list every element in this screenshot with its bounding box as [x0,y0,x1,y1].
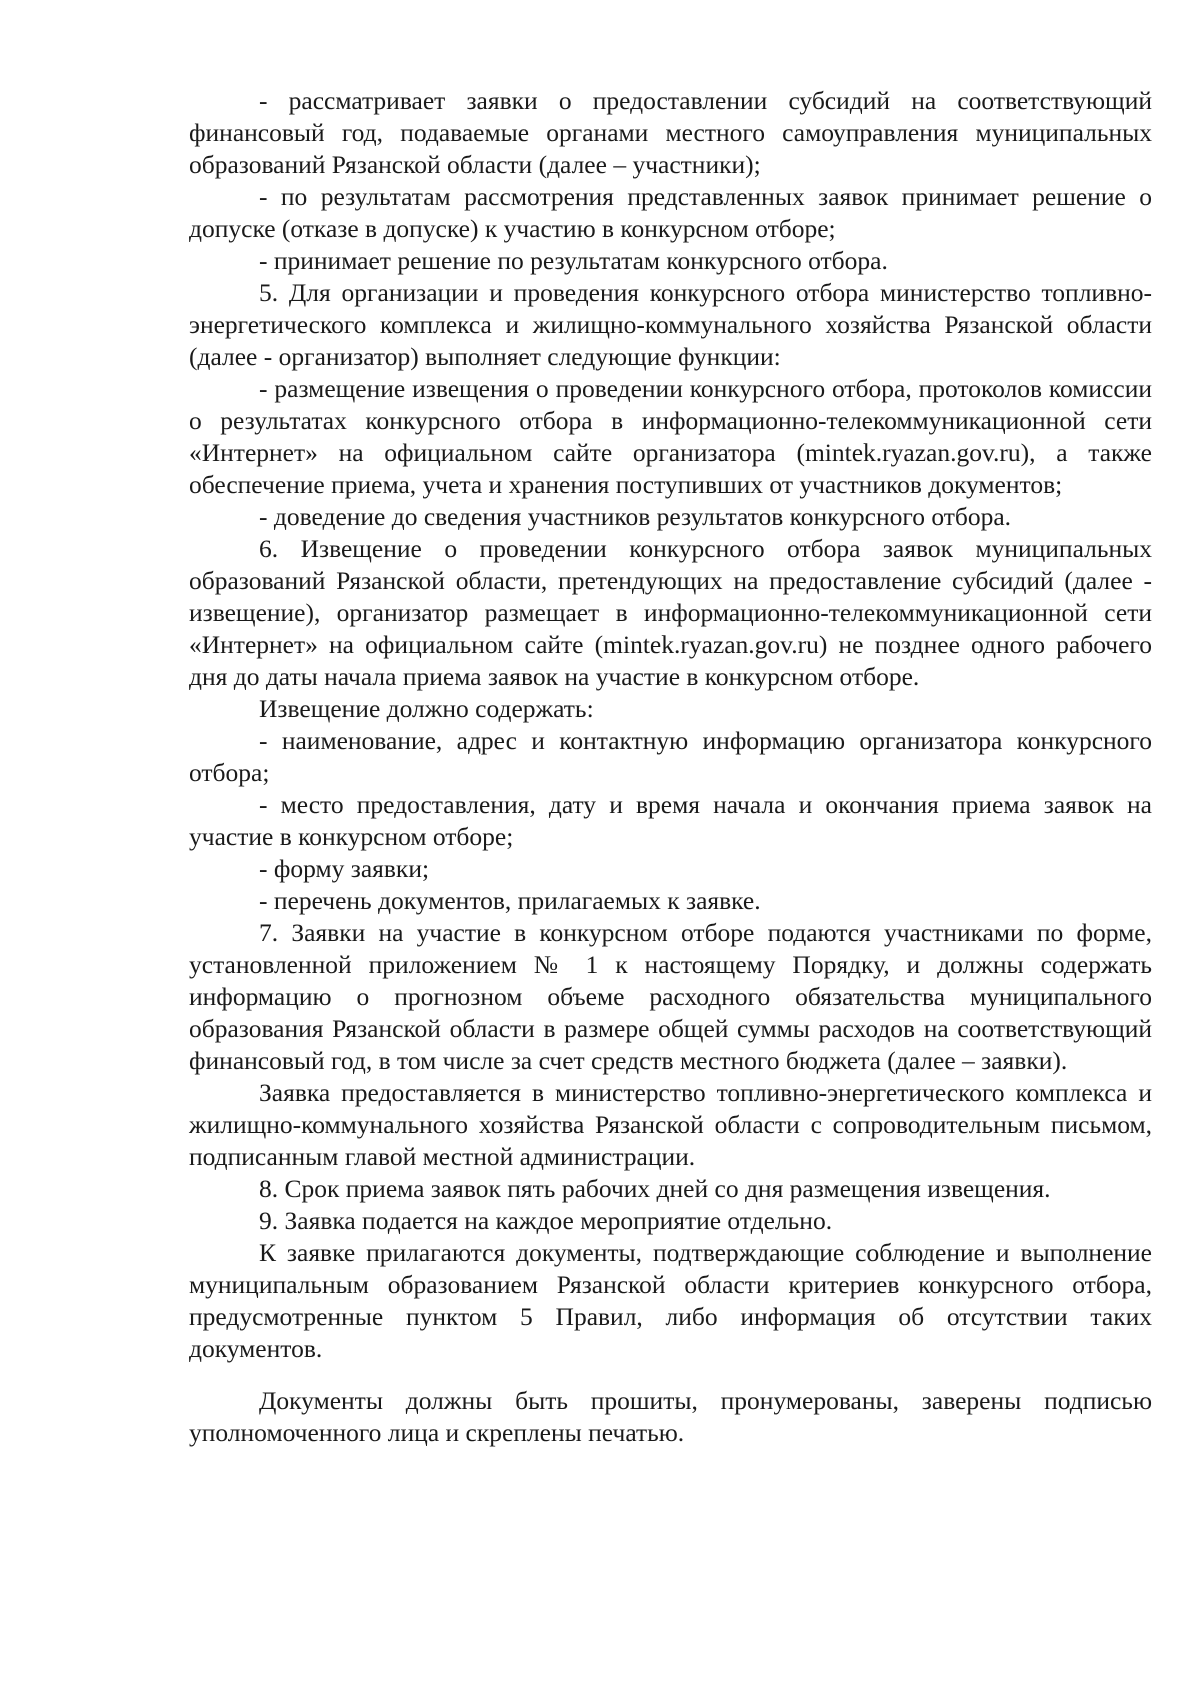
paragraph-item-7: 7. Заявки на участие в конкурсном отборе подаются участниками по форме, установленной приложением № 1 к настоящему Порядку, и должны содержать информацию о прогнозном объеме расходного обязательства муниципального образования Рязанской области в размере общей суммы расходов на соответствующий финансовый год, в том числе за счет средств местного бюджета (далее – заявки). [189,918,1152,1075]
paragraph-item-8: 8. Срок приема заявок пять рабочих дней со дня размещения извещения. [259,1174,1051,1203]
paragraph-application-form: - форму заявки; [259,854,430,883]
paragraph-admission-decision: - по результатам рассмотрения представленных заявок принимает решение о допуске (отказе в допуске) к участию в конкурсном отборе; [189,182,1152,243]
paragraph-gap [189,1365,1152,1385]
document-body [189,85,1152,1449]
paragraph-item-9: 9. Заявка подается на каждое мероприятие отдельно. [259,1206,833,1235]
paragraph-notice-contents: Извещение должно содержать: [259,694,594,723]
paragraph-item-6: 6. Извещение о проведении конкурсного отбора заявок муниципальных образований Рязанской области, претендующих на предоставление субсидий (далее - извещение), организатор размещает в информационно-телекоммуникационной сети «Интернет» на официальном сайте (mintek.ryazan.gov.ru) не позднее одного рабочего дня до даты начала приема заявок на участие в конкурсном отборе. [189,534,1152,691]
paragraph-results-decision: - принимает решение по результатам конкурсного отбора. [259,246,888,275]
paragraph-documents-list: - перечень документов, прилагаемых к заявке. [259,886,761,915]
paragraph-documents-requirements: Документы должны быть прошиты, пронумерованы, заверены подписью уполномоченного лица и скреплены печатью. [189,1386,1152,1447]
paragraph-attached-documents: К заявке прилагаются документы, подтверждающие соблюдение и выполнение муниципальным образованием Рязанской области критериев конкурсного отбора, предусмотренные пунктом 5 Правил, либо информация об отсутствии таких документов. [189,1238,1152,1363]
paragraph-publication: - размещение извещения о проведении конкурсного отбора, протоколов комиссии о результатах конкурсного отбора в информационно-телекоммуникационной сети «Интернет» на официальном сайте организатора (mintek.ryazan.gov.ru), а также обеспечение приема, учета и хранения поступивших от участников документов; [189,374,1152,499]
paragraph-notification: - доведение до сведения участников результатов конкурсного отбора. [259,502,1012,531]
paragraph-item-5: 5. Для организации и проведения конкурсного отбора министерство топливно-энергетического комплекса и жилищно-коммунального хозяйства Рязанской области (далее - организатор) выполняет следующие функции: [189,278,1152,371]
paragraph-reviews-applications: - рассматривает заявки о предоставлении субсидий на соответствующий финансовый год, подаваемые органами местного самоуправления муниципальных образований Рязанской области (далее – участники); [189,86,1152,179]
paragraph-organizer-info: - наименование, адрес и контактную информацию организатора конкурсного отбора; [189,726,1152,787]
paragraph-application-submission: Заявка предоставляется в министерство топливно-энергетического комплекса и жилищно-коммунального хозяйства Рязанской области с сопроводительным письмом, подписанным главой местной администрации. [189,1078,1152,1171]
paragraph-place-and-time: - место предоставления, дату и время начала и окончания приема заявок на участие в конкурсном отборе; [189,790,1152,851]
